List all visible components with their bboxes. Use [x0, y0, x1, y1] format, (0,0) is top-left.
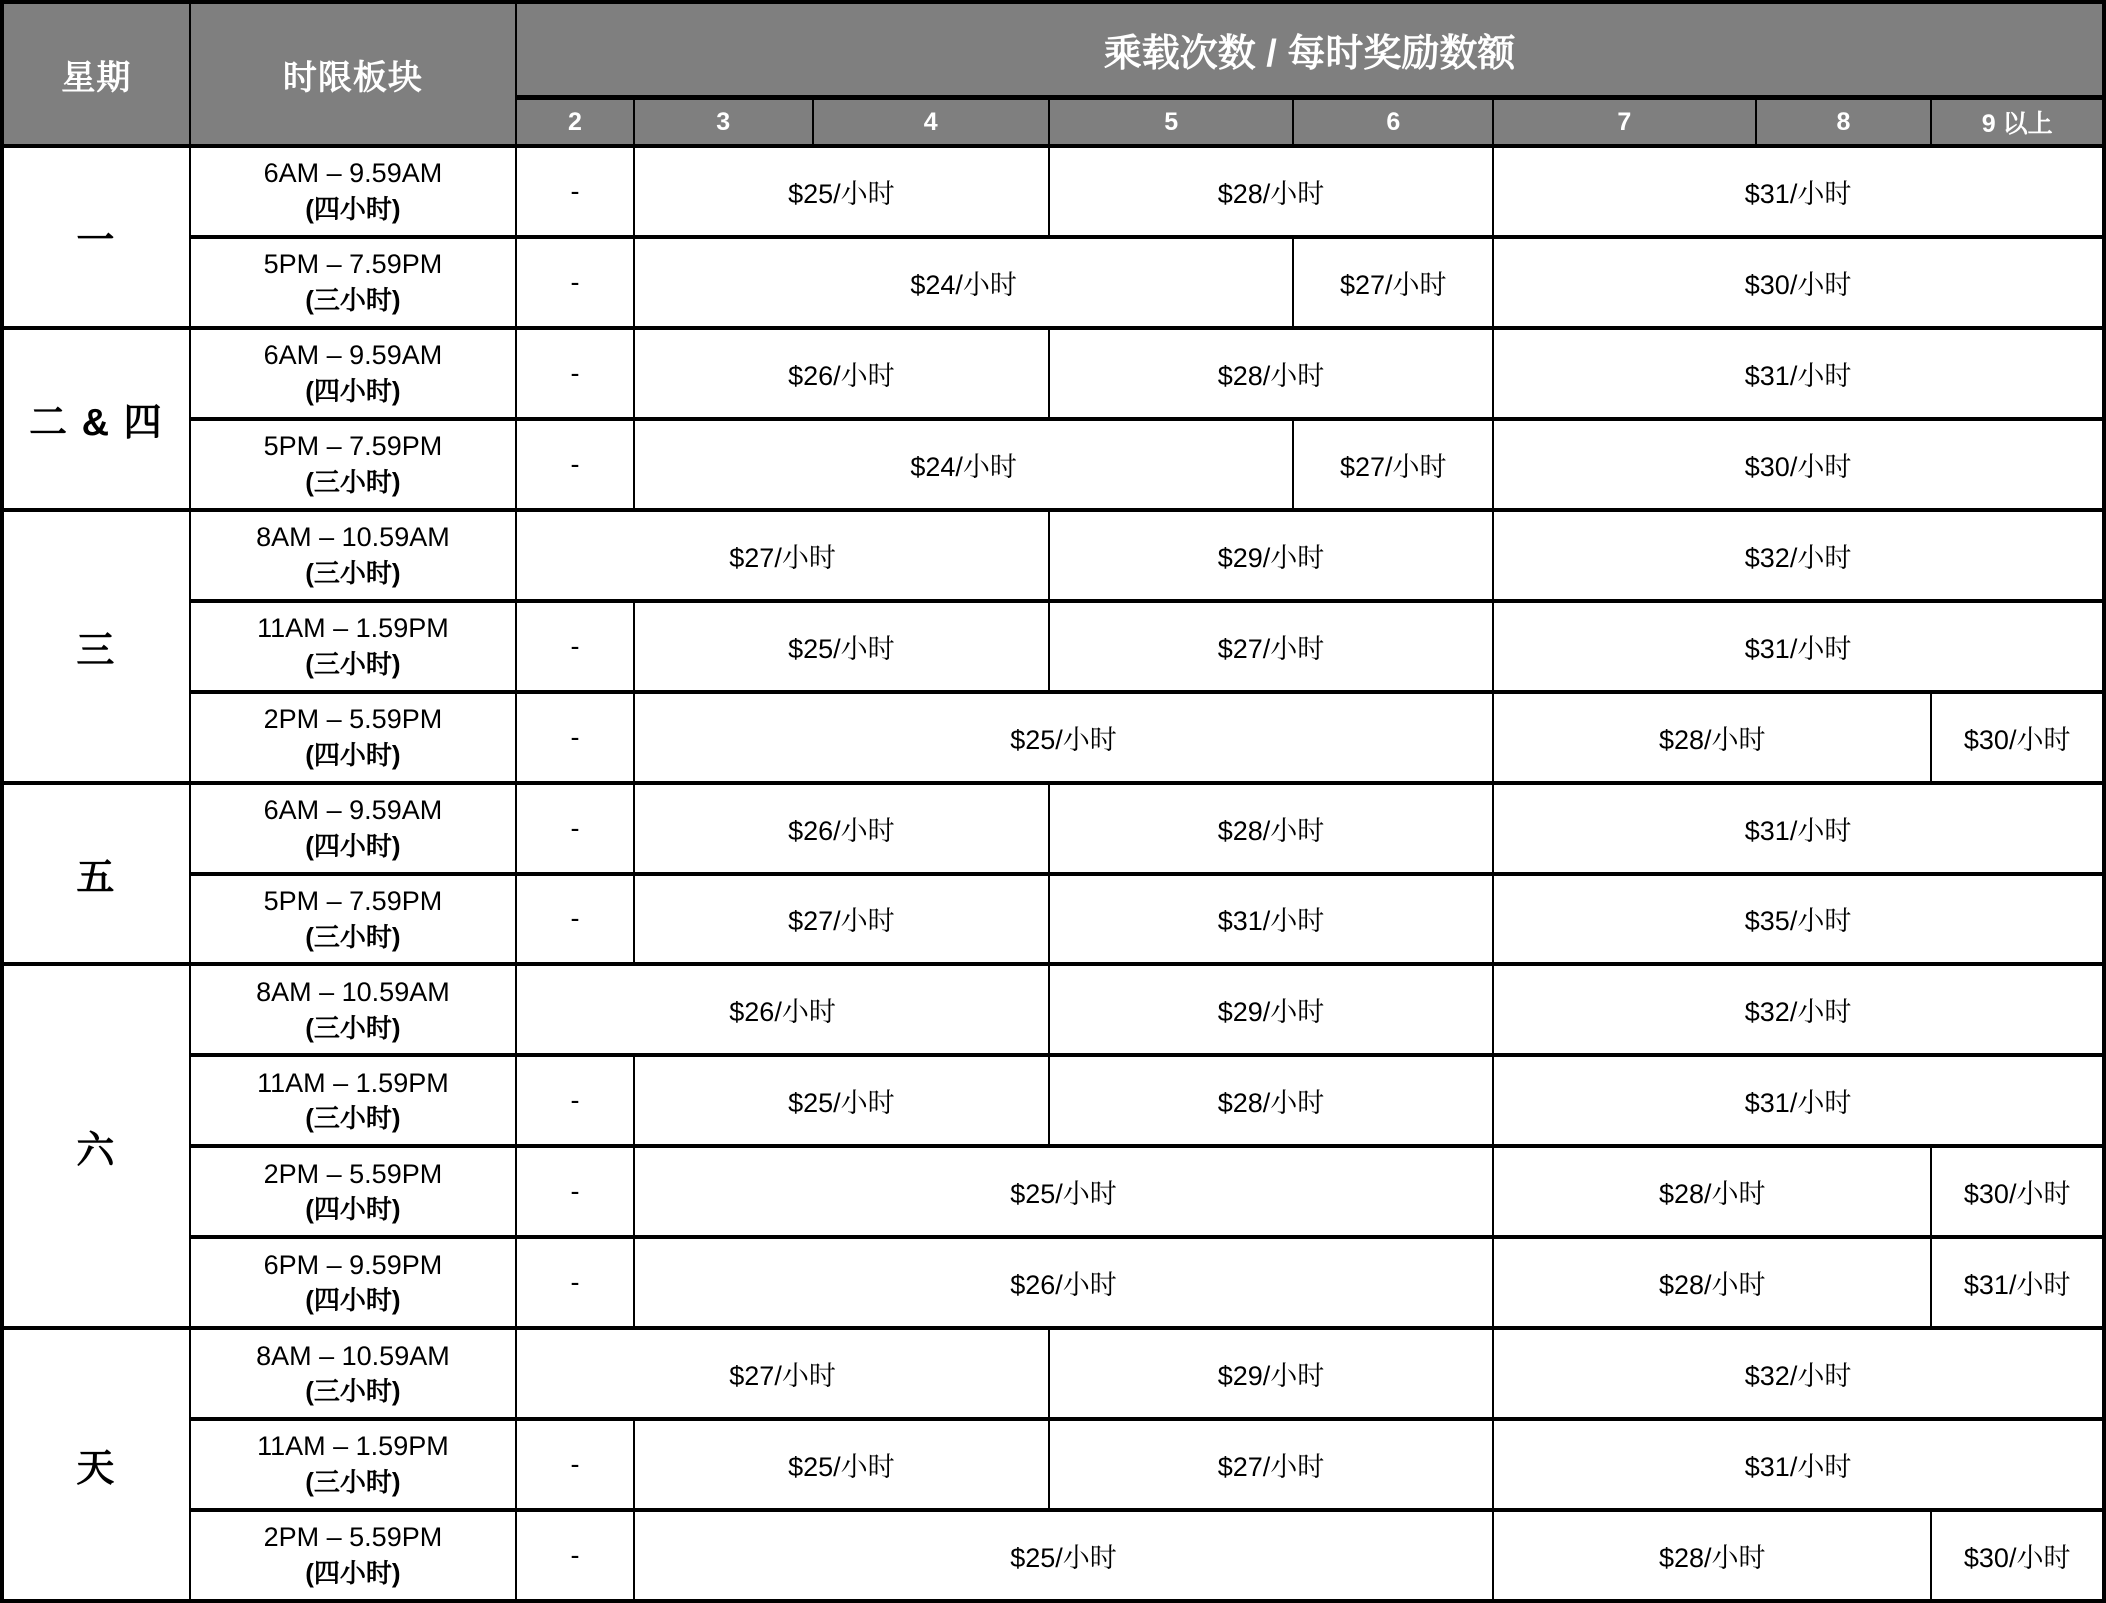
reward-cell: $29/小时	[1049, 1328, 1493, 1419]
time-slot-cell	[190, 1146, 516, 1237]
table-row	[2, 1510, 2104, 1601]
table-row	[2, 237, 2104, 328]
reward-cell: $31/小时	[1493, 1419, 2104, 1510]
time-duration-label: (三小时)	[305, 1012, 401, 1043]
day-cell: 六	[2, 964, 190, 1328]
reward-cell: $26/小时	[634, 328, 1049, 419]
time-slot-cell	[190, 1055, 516, 1146]
count-col-6: 6	[1293, 98, 1493, 147]
reward-cell: $31/小时	[1493, 146, 2104, 237]
reward-cell: $25/小时	[634, 1419, 1049, 1510]
time-range-label: 6AM – 9.59AM	[263, 340, 443, 371]
day-cell: 天	[2, 1328, 190, 1601]
time-range-label: 5PM – 7.59PM	[263, 249, 443, 280]
count-col-5: 5	[1049, 98, 1293, 147]
reward-cell: $32/小时	[1493, 1328, 2104, 1419]
reward-cell: $25/小时	[634, 1146, 1493, 1237]
no-reward-cell: -	[516, 146, 634, 237]
day-cell: 二 & 四	[2, 328, 190, 510]
reward-cell: $25/小时	[634, 146, 1049, 237]
reward-cell: $31/小时	[1493, 328, 2104, 419]
time-range-label: 5PM – 7.59PM	[263, 885, 443, 916]
header-row-main	[2, 2, 2104, 98]
table-row	[2, 1328, 2104, 1419]
table-row	[2, 1237, 2104, 1328]
reward-cell: $25/小时	[634, 1510, 1493, 1601]
count-col-7: 7	[1493, 98, 1756, 147]
time-duration-label: (三小时)	[305, 921, 401, 952]
reward-cell: $30/小时	[1931, 692, 2104, 783]
reward-cell: $28/小时	[1049, 146, 1493, 237]
reward-cell: $25/小时	[634, 601, 1049, 692]
time-range-label: 11AM – 1.59PM	[257, 1067, 449, 1098]
count-col-2: 2	[516, 98, 634, 147]
table-row	[2, 510, 2104, 601]
count-col-4: 4	[813, 98, 1049, 147]
reward-cell: $28/小时	[1049, 783, 1493, 874]
time-slot-cell	[190, 783, 516, 874]
time-range-label: 2PM – 5.59PM	[263, 703, 443, 734]
count-col-8: 8	[1756, 98, 1932, 147]
no-reward-cell: -	[516, 1146, 634, 1237]
no-reward-cell: -	[516, 1055, 634, 1146]
time-duration-label: (三小时)	[305, 466, 401, 497]
time-range-label: 2PM – 5.59PM	[263, 1158, 443, 1189]
table-row	[2, 1146, 2104, 1237]
time-duration-label: (四小时)	[305, 375, 401, 406]
reward-cell: $24/小时	[634, 419, 1294, 510]
table-row	[2, 692, 2104, 783]
reward-cell: $27/小时	[516, 1328, 1049, 1419]
time-slot-cell	[190, 1419, 516, 1510]
no-reward-cell: -	[516, 1419, 634, 1510]
time-slot-cell	[190, 328, 516, 419]
time-range-label: 2PM – 5.59PM	[263, 1522, 443, 1553]
reward-cell: $24/小时	[634, 237, 1294, 328]
rides-reward-header: 乘载次数 / 每时奖励数额	[516, 2, 2104, 98]
table-row	[2, 1419, 2104, 1510]
reward-cell: $25/小时	[634, 1055, 1049, 1146]
timeslot-column-header: 时限板块	[190, 2, 516, 146]
table-row	[2, 964, 2104, 1055]
reward-cell: $27/小时	[1049, 1419, 1493, 1510]
day-cell: 一	[2, 146, 190, 328]
reward-cell: $31/小时	[1493, 601, 2104, 692]
table-row	[2, 146, 2104, 237]
time-duration-label: (四小时)	[305, 1558, 401, 1589]
reward-cell: $29/小时	[1049, 964, 1493, 1055]
reward-cell: $32/小时	[1493, 964, 2104, 1055]
time-slot-cell	[190, 1328, 516, 1419]
time-duration-label: (四小时)	[305, 1194, 401, 1225]
time-range-label: 6AM – 9.59AM	[263, 794, 443, 825]
day-cell: 五	[2, 783, 190, 965]
time-duration-label: (三小时)	[305, 1103, 401, 1134]
reward-cell: $30/小时	[1493, 237, 2104, 328]
day-cell: 三	[2, 510, 190, 783]
no-reward-cell: -	[516, 328, 634, 419]
reward-cell: $26/小时	[634, 1237, 1493, 1328]
table-header	[2, 2, 2104, 146]
reward-cell: $30/小时	[1931, 1146, 2104, 1237]
reward-cell: $35/小时	[1493, 874, 2104, 965]
count-col-3: 3	[634, 98, 813, 147]
reward-cell: $25/小时	[634, 692, 1493, 783]
reward-cell: $32/小时	[1493, 510, 2104, 601]
no-reward-cell: -	[516, 692, 634, 783]
time-slot-cell	[190, 1510, 516, 1601]
reward-cell: $31/小时	[1931, 1237, 2104, 1328]
table-row	[2, 328, 2104, 419]
time-duration-label: (四小时)	[305, 830, 401, 861]
time-duration-label: (四小时)	[305, 1285, 401, 1316]
reward-cell: $27/小时	[1049, 601, 1493, 692]
time-duration-label: (三小时)	[305, 285, 401, 316]
table-row	[2, 601, 2104, 692]
no-reward-cell: -	[516, 874, 634, 965]
reward-cell: $30/小时	[1493, 419, 2104, 510]
reward-cell: $28/小时	[1049, 1055, 1493, 1146]
reward-cell: $29/小时	[1049, 510, 1493, 601]
no-reward-cell: -	[516, 237, 634, 328]
no-reward-cell: -	[516, 419, 634, 510]
time-range-label: 6AM – 9.59AM	[263, 158, 443, 189]
time-range-label: 11AM – 1.59PM	[257, 1431, 449, 1462]
weekday-column-header: 星期	[2, 2, 190, 146]
no-reward-cell: -	[516, 601, 634, 692]
time-range-label: 8AM – 10.59AM	[256, 976, 450, 1007]
reward-cell: $27/小时	[516, 510, 1049, 601]
reward-cell: $31/小时	[1493, 783, 2104, 874]
table-row	[2, 419, 2104, 510]
time-slot-cell	[190, 874, 516, 965]
time-range-label: 8AM – 10.59AM	[256, 1340, 450, 1371]
time-slot-cell	[190, 964, 516, 1055]
reward-cell: $27/小时	[634, 874, 1049, 965]
time-duration-label: (三小时)	[305, 1376, 401, 1407]
time-duration-label: (三小时)	[305, 648, 401, 679]
time-range-label: 5PM – 7.59PM	[263, 431, 443, 462]
time-range-label: 6PM – 9.59PM	[263, 1249, 443, 1280]
reward-cell: $28/小时	[1493, 1146, 1931, 1237]
reward-cell: $28/小时	[1493, 1237, 1931, 1328]
no-reward-cell: -	[516, 1237, 634, 1328]
time-slot-cell	[190, 601, 516, 692]
reward-cell: $26/小时	[634, 783, 1049, 874]
time-duration-label: (四小时)	[305, 194, 401, 225]
count-col-9plus: 9 以上	[1931, 98, 2104, 147]
time-slot-cell	[190, 237, 516, 328]
time-duration-label: (四小时)	[305, 739, 401, 770]
time-slot-cell	[190, 510, 516, 601]
reward-cell: $28/小时	[1493, 692, 1931, 783]
time-slot-cell	[190, 1237, 516, 1328]
reward-cell: $28/小时	[1493, 1510, 1931, 1601]
reward-cell: $26/小时	[516, 964, 1049, 1055]
table-row	[2, 874, 2104, 965]
table-row	[2, 783, 2104, 874]
reward-cell: $30/小时	[1931, 1510, 2104, 1601]
time-slot-cell	[190, 146, 516, 237]
time-range-label: 11AM – 1.59PM	[257, 613, 449, 644]
reward-cell: $31/小时	[1049, 874, 1493, 965]
time-slot-cell	[190, 419, 516, 510]
time-range-label: 8AM – 10.59AM	[256, 522, 450, 553]
reward-cell: $28/小时	[1049, 328, 1493, 419]
time-duration-label: (三小时)	[305, 557, 401, 588]
time-slot-cell	[190, 692, 516, 783]
no-reward-cell: -	[516, 1510, 634, 1601]
reward-cell: $27/小时	[1293, 419, 1493, 510]
time-duration-label: (三小时)	[305, 1467, 401, 1498]
table-row	[2, 1055, 2104, 1146]
reward-cell: $27/小时	[1293, 237, 1493, 328]
reward-cell: $31/小时	[1493, 1055, 2104, 1146]
no-reward-cell: -	[516, 783, 634, 874]
table-body	[2, 146, 2104, 1601]
